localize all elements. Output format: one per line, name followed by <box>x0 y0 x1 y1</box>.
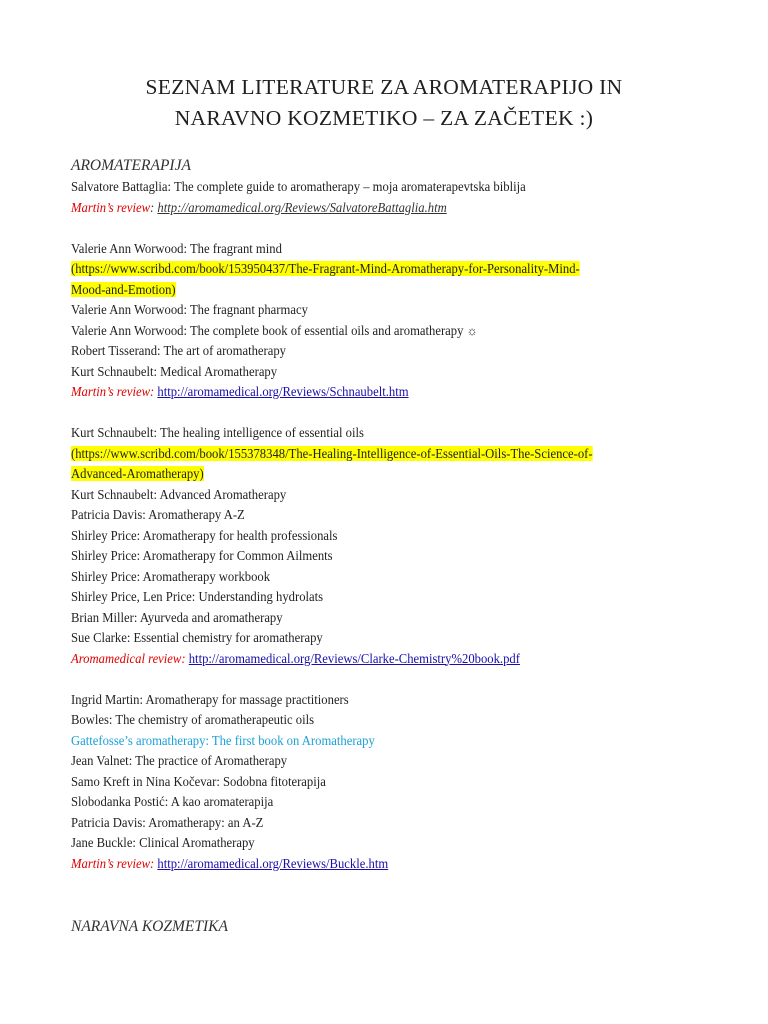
review-line <box>71 382 666 403</box>
book-entry: Valerie Ann Worwood: The fragrant mind <box>71 240 282 256</box>
book-entry: Patricia Davis: Aromatherapy A-Z <box>71 507 245 522</box>
book-entry: Robert Tisserand: The art of aromatherapy <box>71 343 286 358</box>
review-line <box>71 649 666 670</box>
title-line-1: SEZNAM LITERATURE ZA AROMATERAPIJO IN <box>145 75 623 99</box>
review-link[interactable]: http://aromamedical.org/Reviews/Clarke-Chemistry%20book.pdf <box>188 650 520 666</box>
review-link[interactable]: http://aromamedical.org/Reviews/SalvatoreBattaglia.htm <box>157 199 447 215</box>
book-entry: Kurt Schnaubelt: Advanced Aromatherapy <box>71 486 287 502</box>
book-entry: Salvatore Battaglia: The complete guide to aromatherapy – moja aromaterapevtska biblija <box>71 179 526 194</box>
review-label: Martin’s review <box>71 199 151 215</box>
spacer <box>71 669 711 690</box>
scribd-link[interactable]: (https://www.scribd.com/book/155378348/The-Healing-Intelligence-of-Essential-Oils-The-Science-of- <box>71 445 593 461</box>
book-entry: Ingrid Martin: Aromatherapy for massage practitioners <box>71 691 349 707</box>
review-colon: : <box>150 199 158 215</box>
book-entry: Valerie Ann Worwood: The fragnant pharmacy <box>71 302 308 317</box>
spacer <box>71 874 711 916</box>
review-line <box>71 854 666 875</box>
sun-icon: ☼ <box>466 322 478 338</box>
book-entry: Kurt Schnaubelt: Medical Aromatherapy <box>71 363 278 379</box>
review-link[interactable]: http://aromamedical.org/Reviews/Schnaubelt.htm <box>157 384 409 399</box>
book-entry: Patricia Davis: Aromatherapy: an A-Z <box>71 814 264 830</box>
book-entry: Jane Buckle: Clinical Aromatherapy <box>71 835 255 850</box>
section-heading-aromaterapija: AROMATERAPIJA <box>71 157 191 174</box>
book-entry: Sue Clarke: Essential chemistry for aromatherapy <box>71 630 323 645</box>
section-heading-naravna-kozmetika: NARAVNA KOZMETIKA <box>71 918 228 935</box>
scribd-link[interactable]: (https://www.scribd.com/book/153950437/The-Fragrant-Mind-Aromatherapy-for-Personality-Mind- <box>71 261 580 276</box>
book-entry: Kurt Schnaubelt: The healing intelligence of essential oils <box>71 425 364 440</box>
scribd-link[interactable]: Advanced-Aromatherapy) <box>71 466 204 481</box>
review-label: Martin’s review: <box>71 855 158 871</box>
scribd-link-line-1 <box>71 444 666 465</box>
book-entry-cyan: Gattefosse’s aromatherapy: The first book on Aromatherapy <box>71 732 375 748</box>
spacer <box>71 403 711 424</box>
book-entry: Shirley Price: Aromatherapy workbook <box>71 568 271 584</box>
document-title <box>0 72 768 134</box>
book-entry: Samo Kreft in Nina Kočevar: Sodobna fitoterapija <box>71 773 326 789</box>
scribd-link-line-2 <box>71 280 666 301</box>
book-entry: Slobodanka Postić: A kao aromaterapija <box>71 794 274 809</box>
review-label: Martin’s review: <box>71 384 158 399</box>
scribd-link-line-2 <box>71 464 666 485</box>
spacer <box>71 218 711 239</box>
book-entry: Shirley Price: Aromatherapy for health professionals <box>71 527 338 543</box>
literature-list <box>71 155 711 938</box>
book-entry: Brian Miller: Ayurveda and aromatherapy <box>71 609 283 625</box>
book-entry: Jean Valnet: The practice of Aromatherapy <box>71 753 288 768</box>
book-title: Valerie Ann Worwood: The complete book of essential oils and aromatherapy <box>71 322 467 338</box>
scribd-link-line-1 <box>71 259 666 280</box>
scribd-link[interactable]: Mood-and-Emotion) <box>71 281 176 297</box>
review-line <box>71 198 666 219</box>
review-label: Aromamedical review: <box>71 650 189 666</box>
book-entry: Bowles: The chemistry of aromatherapeutic oils <box>71 712 315 727</box>
review-link[interactable]: http://aromamedical.org/Reviews/Buckle.htm <box>157 855 389 871</box>
book-entry-with-icon <box>71 321 666 342</box>
book-entry: Shirley Price, Len Price: Understanding hydrolats <box>71 589 324 604</box>
title-line-2: NARAVNO KOZMETIKO – ZA ZAČETEK :) <box>174 106 594 130</box>
book-entry: Shirley Price: Aromatherapy for Common Ailments <box>71 548 333 563</box>
